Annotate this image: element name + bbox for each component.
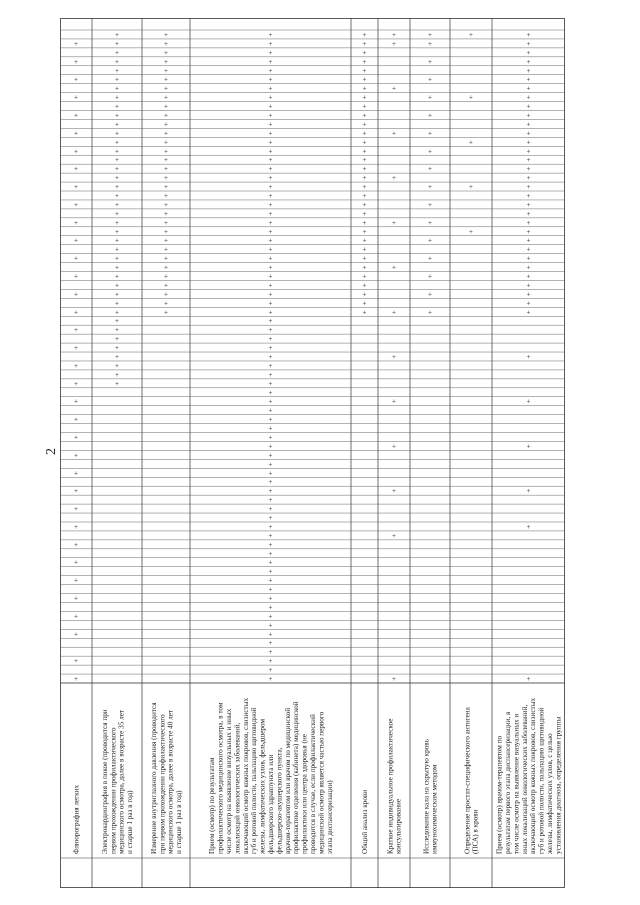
plus-mark: + — [268, 657, 273, 666]
plus-mark: + — [362, 39, 367, 48]
plus-mark: + — [268, 111, 273, 120]
plus-mark: + — [164, 57, 168, 66]
plus-mark: + — [268, 218, 273, 227]
plus-mark: + — [115, 129, 119, 138]
plus-mark: + — [74, 165, 78, 174]
plus-mark: + — [74, 254, 78, 263]
plus-mark: + — [74, 675, 78, 684]
plus-mark: + — [268, 603, 273, 612]
plus-mark: + — [362, 299, 367, 308]
plus-mark: + — [268, 514, 273, 523]
plus-mark: + — [164, 299, 168, 308]
plus-mark: + — [526, 397, 531, 406]
plus-mark: + — [268, 648, 273, 657]
plus-mark: + — [362, 120, 367, 129]
plus-mark: + — [74, 487, 78, 496]
plus-mark: + — [74, 129, 78, 138]
plus-mark: + — [268, 93, 273, 102]
plus-mark: + — [115, 120, 119, 129]
plus-mark: + — [164, 102, 168, 111]
plus-mark: + — [268, 236, 273, 245]
plus-mark: + — [392, 531, 396, 540]
plus-mark: + — [362, 263, 367, 272]
plus-mark: + — [428, 75, 432, 84]
plus-mark: + — [268, 39, 273, 48]
plus-mark: + — [115, 111, 119, 120]
plus-mark: + — [268, 397, 273, 406]
plus-mark: + — [392, 308, 396, 317]
plus-mark: + — [115, 379, 119, 388]
plus-mark: + — [362, 200, 367, 209]
plus-mark: + — [362, 191, 367, 200]
plus-mark: + — [526, 272, 531, 281]
plus-mark: + — [526, 290, 531, 299]
plus-mark: + — [526, 522, 531, 531]
plus-mark: + — [362, 308, 367, 317]
plus-mark: + — [268, 353, 273, 361]
plus-mark: + — [392, 442, 396, 451]
plus-mark: + — [526, 147, 531, 156]
plus-mark: + — [268, 48, 273, 57]
plus-mark: + — [268, 576, 273, 585]
examination-schedule-table — [60, 18, 565, 888]
plus-mark: + — [164, 147, 168, 156]
plus-mark: + — [268, 183, 273, 192]
plus-mark: + — [164, 245, 168, 254]
row-label-8: Определение простат-специфического антигена(ПСА) в крови — [463, 707, 480, 854]
row-label-2: Электрокардиография в покое (проводится припервом прохождении профилактическогомедицинского осмотра, далее в возрасте 35 лети старше 1 раз в год) — [100, 709, 135, 854]
plus-mark: + — [526, 111, 531, 120]
plus-mark: + — [268, 478, 273, 487]
plus-mark: + — [362, 138, 367, 147]
plus-mark: + — [115, 236, 119, 245]
plus-mark: + — [268, 388, 273, 397]
plus-mark: + — [74, 505, 78, 514]
plus-mark: + — [115, 290, 119, 299]
plus-mark: + — [526, 93, 531, 102]
plus-mark: + — [74, 576, 78, 585]
plus-mark: + — [362, 254, 367, 263]
plus-mark: + — [115, 48, 119, 57]
plus-mark: + — [362, 156, 367, 165]
plus-mark: + — [268, 227, 273, 236]
plus-mark: + — [115, 281, 119, 290]
plus-mark: + — [526, 200, 531, 209]
plus-mark: + — [268, 335, 273, 344]
page-number: 2 — [44, 448, 59, 455]
plus-mark: + — [268, 639, 273, 648]
plus-mark: + — [362, 174, 367, 183]
plus-mark: + — [526, 75, 531, 84]
plus-mark: + — [74, 540, 78, 549]
plus-mark: + — [115, 30, 119, 39]
plus-mark: + — [164, 48, 168, 57]
plus-mark: + — [268, 84, 273, 93]
row-label-5: Общий анализ крови — [361, 789, 369, 854]
plus-mark: + — [115, 326, 119, 335]
plus-mark: + — [268, 30, 273, 39]
plus-mark: + — [428, 200, 432, 209]
plus-mark: + — [268, 630, 273, 639]
plus-mark: + — [362, 245, 367, 254]
plus-mark: + — [428, 236, 432, 245]
plus-mark: + — [268, 433, 273, 442]
plus-mark: + — [268, 469, 273, 478]
plus-mark: + — [268, 531, 273, 540]
plus-mark: + — [74, 200, 78, 209]
plus-mark: + — [428, 272, 432, 281]
plus-mark: + — [526, 30, 531, 39]
plus-mark: + — [164, 263, 168, 272]
plus-mark: + — [362, 102, 367, 111]
plus-mark: + — [164, 290, 168, 299]
plus-mark: + — [268, 174, 273, 183]
plus-mark: + — [526, 102, 531, 111]
plus-mark: + — [115, 84, 119, 93]
plus-mark: + — [74, 657, 78, 666]
plus-mark: + — [268, 245, 273, 254]
plus-mark: + — [268, 326, 273, 335]
plus-mark: + — [115, 344, 119, 353]
plus-mark: + — [74, 451, 78, 460]
plus-mark: + — [115, 335, 119, 344]
plus-mark: + — [268, 281, 273, 290]
plus-mark: + — [362, 290, 367, 299]
row-label-1: Флюорография легких — [72, 784, 81, 854]
plus-mark: + — [115, 353, 119, 361]
plus-mark: + — [526, 39, 531, 48]
plus-mark: + — [74, 326, 78, 335]
plus-mark: + — [268, 487, 273, 496]
plus-mark: + — [392, 218, 396, 227]
plus-mark: + — [526, 57, 531, 66]
plus-mark: + — [428, 218, 432, 227]
plus-mark: + — [392, 129, 396, 138]
plus-mark: + — [428, 57, 432, 66]
plus-mark: + — [74, 522, 78, 531]
plus-mark: + — [526, 209, 531, 218]
plus-mark: + — [164, 75, 168, 84]
plus-mark: + — [268, 612, 273, 621]
plus-mark: + — [392, 174, 396, 183]
plus-mark: + — [268, 675, 273, 684]
plus-mark: + — [268, 156, 273, 165]
plus-mark: + — [115, 183, 119, 192]
plus-mark: + — [526, 308, 531, 317]
plus-mark: + — [428, 111, 432, 120]
plus-mark: + — [115, 218, 119, 227]
plus-mark: + — [74, 594, 78, 603]
plus-mark: + — [428, 165, 432, 174]
plus-mark: + — [115, 39, 119, 48]
plus-mark: + — [115, 156, 119, 165]
plus-mark: + — [362, 281, 367, 290]
plus-mark: + — [268, 308, 273, 317]
plus-mark: + — [115, 209, 119, 218]
plus-mark: + — [74, 93, 78, 102]
row-label-9: Прием (осмотр) врачом-терапевтом порезультатам первого этапа диспансеризации, втом числе осмотр на выявление визуальных ииных локализаций онкологических заболеваний,включающий осмотр кожных покровов, слизистыхгуб и ротовой полости, пальпацию щитовиднойжелезы, лимфатических узлов, с цельюустановления диагноза, определения группы — [495, 697, 563, 854]
plus-mark: + — [268, 505, 273, 514]
plus-mark: + — [74, 415, 78, 424]
plus-mark: + — [428, 147, 432, 156]
plus-mark: + — [164, 254, 168, 263]
plus-mark: + — [164, 174, 168, 183]
plus-mark: + — [74, 75, 78, 84]
plus-mark: + — [74, 379, 78, 388]
plus-mark: + — [268, 585, 273, 594]
plus-mark: + — [164, 272, 168, 281]
plus-mark: + — [115, 66, 119, 75]
plus-mark: + — [362, 111, 367, 120]
plus-mark: + — [428, 308, 432, 317]
plus-mark: + — [115, 200, 119, 209]
plus-mark: + — [268, 129, 273, 138]
plus-mark: + — [164, 218, 168, 227]
plus-mark: + — [164, 165, 168, 174]
plus-mark: + — [74, 558, 78, 567]
plus-mark: + — [268, 200, 273, 209]
plus-mark: + — [74, 147, 78, 156]
plus-mark: + — [164, 308, 168, 317]
plus-mark: + — [526, 442, 531, 451]
plus-mark: + — [164, 39, 168, 48]
plus-mark: + — [268, 567, 273, 576]
plus-mark: + — [268, 460, 273, 469]
plus-mark: + — [164, 281, 168, 290]
plus-mark: + — [392, 84, 396, 93]
plus-mark: + — [362, 93, 367, 102]
plus-mark: + — [268, 120, 273, 129]
plus-mark: + — [268, 558, 273, 567]
plus-mark: + — [268, 147, 273, 156]
plus-mark: + — [115, 299, 119, 308]
plus-mark: + — [268, 406, 273, 415]
plus-mark: + — [362, 147, 367, 156]
plus-mark: + — [526, 191, 531, 200]
plus-mark: + — [268, 361, 273, 370]
plus-mark: + — [74, 111, 78, 120]
plus-mark: + — [74, 612, 78, 621]
plus-mark: + — [268, 370, 273, 379]
plus-mark: + — [362, 66, 367, 75]
plus-mark: + — [115, 308, 119, 317]
plus-mark: + — [164, 84, 168, 93]
plus-mark: + — [74, 361, 78, 370]
plus-mark: + — [74, 39, 78, 48]
plus-mark: + — [164, 156, 168, 165]
plus-mark: + — [362, 129, 367, 138]
plus-mark: + — [74, 433, 78, 442]
plus-mark: + — [428, 93, 432, 102]
plus-mark: + — [268, 621, 273, 630]
plus-mark: + — [164, 183, 168, 192]
plus-mark: + — [164, 227, 168, 236]
plus-mark: + — [526, 165, 531, 174]
plus-mark: + — [115, 174, 119, 183]
plus-mark: + — [268, 424, 273, 433]
plus-mark: + — [362, 272, 367, 281]
plus-mark: + — [469, 30, 473, 39]
plus-mark: + — [362, 236, 367, 245]
plus-mark: + — [428, 129, 432, 138]
plus-mark: + — [115, 263, 119, 272]
plus-mark: + — [268, 138, 273, 147]
plus-mark: + — [164, 138, 168, 147]
plus-mark: + — [268, 379, 273, 388]
plus-mark: + — [362, 218, 367, 227]
plus-mark: + — [268, 415, 273, 424]
plus-mark: + — [115, 93, 119, 102]
plus-mark: + — [268, 102, 273, 111]
plus-mark: + — [362, 183, 367, 192]
plus-mark: + — [115, 370, 119, 379]
plus-mark: + — [268, 209, 273, 218]
plus-mark: + — [526, 66, 531, 75]
plus-mark: + — [268, 263, 273, 272]
plus-mark: + — [428, 183, 432, 192]
plus-mark: + — [74, 469, 78, 478]
plus-mark: + — [115, 57, 119, 66]
plus-mark: + — [392, 353, 396, 361]
plus-mark: + — [526, 218, 531, 227]
plus-mark: + — [362, 57, 367, 66]
plus-mark: + — [115, 361, 119, 370]
plus-mark: + — [526, 299, 531, 308]
plus-mark: + — [164, 200, 168, 209]
plus-mark: + — [164, 129, 168, 138]
plus-mark: + — [268, 496, 273, 505]
plus-mark: + — [526, 254, 531, 263]
plus-mark: + — [526, 487, 531, 496]
plus-mark: + — [362, 165, 367, 174]
plus-mark: + — [115, 227, 119, 236]
plus-mark: + — [526, 84, 531, 93]
plus-mark: + — [428, 30, 432, 39]
plus-mark: + — [115, 272, 119, 281]
plus-mark: + — [164, 93, 168, 102]
plus-mark: + — [268, 75, 273, 84]
plus-mark: + — [115, 245, 119, 254]
plus-mark: + — [164, 66, 168, 75]
plus-mark: + — [74, 218, 78, 227]
plus-mark: + — [526, 675, 531, 684]
plus-mark: + — [392, 487, 396, 496]
plus-mark: + — [268, 522, 273, 531]
plus-mark: + — [268, 254, 273, 263]
plus-mark: + — [268, 66, 273, 75]
plus-mark: + — [115, 138, 119, 147]
plus-mark: + — [526, 120, 531, 129]
plus-mark: + — [362, 227, 367, 236]
plus-mark: + — [526, 263, 531, 272]
plus-mark: + — [392, 397, 396, 406]
plus-mark: + — [268, 666, 273, 675]
plus-mark: + — [268, 594, 273, 603]
plus-mark: + — [74, 630, 78, 639]
plus-mark: + — [526, 227, 531, 236]
plus-mark: + — [74, 183, 78, 192]
plus-mark: + — [115, 75, 119, 84]
plus-mark: + — [74, 57, 78, 66]
plus-mark: + — [164, 120, 168, 129]
plus-mark: + — [469, 138, 473, 147]
plus-mark: + — [115, 102, 119, 111]
plus-mark: + — [526, 129, 531, 138]
plus-mark: + — [164, 30, 168, 39]
plus-mark: + — [526, 174, 531, 183]
plus-mark: + — [362, 48, 367, 57]
plus-mark: + — [164, 236, 168, 245]
plus-mark: + — [74, 290, 78, 299]
plus-mark: + — [526, 236, 531, 245]
plus-mark: + — [268, 290, 273, 299]
plus-mark: + — [164, 191, 168, 200]
plus-mark: + — [362, 30, 367, 39]
plus-mark: + — [428, 254, 432, 263]
plus-mark: + — [115, 191, 119, 200]
plus-mark: + — [469, 93, 473, 102]
plus-mark: + — [268, 442, 273, 451]
plus-mark: + — [268, 451, 273, 460]
plus-mark: + — [268, 344, 273, 353]
plus-mark: + — [115, 165, 119, 174]
plus-mark: + — [526, 156, 531, 165]
plus-mark: + — [526, 281, 531, 290]
plus-mark: + — [268, 549, 273, 558]
plus-mark: + — [74, 344, 78, 353]
plus-mark: + — [74, 236, 78, 245]
plus-mark: + — [74, 308, 78, 317]
plus-mark: + — [74, 397, 78, 406]
plus-mark: + — [164, 209, 168, 218]
plus-mark: + — [362, 209, 367, 218]
row-label-6: Краткое индивидуальное профилактическоеконсультирование — [386, 718, 403, 854]
plus-mark: + — [392, 263, 396, 272]
row-label-4: Прием (осмотр) по результатампрофилактического медицинского осмотра, в томчисле осмотр на выявление визуальных и иныхлокализаций онкологических заболеваний,включающий осмотр кожных покровов, слизистыхгуб и ротовой полости, пальпацию щитовиднойжелезы, лимфатических узлов, фельдшеромфельдшерского здравпункта илифельдшерско-акушерского пункта,врачом-терапевтом или врачом по медицинскойпрофилактике отделения (кабинета) медицинскойпрофилактики или центра здоровья (непроводится в случае, если профилактическиймедицинский осмотр является частью первогоэтапа диспансеризации) — [208, 697, 334, 854]
plus-mark: + — [392, 39, 396, 48]
plus-mark: + — [526, 183, 531, 192]
plus-mark: + — [268, 165, 273, 174]
plus-mark: + — [469, 227, 473, 236]
plus-mark: + — [526, 48, 531, 57]
plus-mark: + — [392, 30, 396, 39]
plus-mark: + — [469, 183, 473, 192]
plus-mark: + — [115, 254, 119, 263]
plus-mark: + — [428, 39, 432, 48]
plus-mark: + — [74, 272, 78, 281]
row-label-7: Исследование кала на скрытую кровьиммунохимическим методом — [422, 739, 439, 854]
plus-mark: + — [268, 299, 273, 308]
plus-mark: + — [362, 84, 367, 93]
plus-mark: + — [526, 353, 531, 361]
plus-mark: + — [428, 290, 432, 299]
plus-mark: + — [268, 272, 273, 281]
plus-mark: + — [268, 57, 273, 66]
plus-mark: + — [115, 317, 119, 326]
plus-mark: + — [526, 138, 531, 147]
plus-mark: + — [362, 75, 367, 84]
plus-mark: + — [268, 191, 273, 200]
plus-mark: + — [268, 540, 273, 549]
plus-mark: + — [164, 111, 168, 120]
plus-mark: + — [526, 245, 531, 254]
plus-mark: + — [392, 675, 396, 684]
plus-mark: + — [115, 147, 119, 156]
plus-mark: + — [268, 317, 273, 326]
row-label-3: Измерение внутриглазного давления (проводитсяпри первом прохождении профилактическогомедицинского осмотра, далее в возрасте 40 лети старше 1 раз в год) — [149, 702, 184, 854]
